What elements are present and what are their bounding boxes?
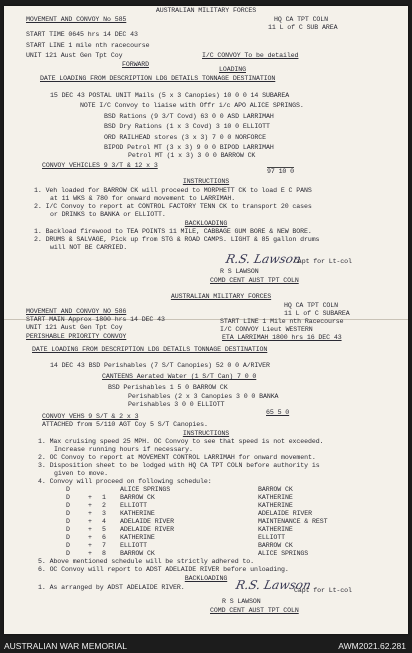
doc2-instruction-2: 2. OC Convoy to report at MOVEMENT CONTROL LARRIMAH for onward movement.	[38, 454, 316, 461]
doc2-instruction-1-cont: Increase running hours if necessary.	[54, 446, 193, 453]
schedule-day: D	[66, 494, 70, 501]
doc2-attached: ATTACHED from 5/110 AGT Coy 5 S/T Canopies.	[42, 421, 208, 428]
doc1-column-headers: DATE LOADING FROM DESCRIPTION LDG DETAILS TONNAGE DESTINATION	[40, 75, 276, 82]
doc2-start-line: START LINE 1 Mile nth Racecourse	[220, 318, 344, 325]
schedule-to: BARROW CK	[258, 486, 293, 493]
doc2-signature: R.S. Lawson	[234, 578, 313, 592]
schedule-sign: +	[88, 494, 92, 501]
doc1-signature-capt: Capt for Lt-col	[294, 258, 352, 265]
schedule-from: KATHERINE	[120, 510, 155, 517]
doc2-row-perishables: 14 DEC 43 BSD Perishables (7 S/T Canopies) 52 0 0 A/RIVER	[50, 362, 270, 369]
doc1-instructions-title: INSTRUCTIONS	[182, 178, 230, 185]
doc2-unit: UNIT 121 Aust Gen Tpt Coy	[26, 324, 123, 331]
schedule-from: KATHERINE	[120, 534, 155, 541]
doc1-start-time: START TIME 0645 hrs 14 DEC 43	[26, 31, 138, 38]
doc1-start-line: START LINE 1 mile nth racecourse	[26, 42, 150, 49]
schedule-day: D	[66, 550, 70, 557]
schedule-day: D	[66, 502, 70, 509]
schedule-sign: +	[88, 542, 92, 549]
doc1-movement-title: MOVEMENT AND CONVOY No 585	[26, 16, 127, 23]
schedule-day: D	[66, 518, 70, 525]
doc1-row-rations: BSD Rations (9 3/T Covd) 63 0 0 ASD LARRIMAH	[104, 113, 274, 120]
doc1-row-postal: 15 DEC 43 POSTAL UNIT Mails (5 x 3 Canopies) 10 0 0 14 SUBAREA	[50, 92, 290, 99]
doc2-header: AUSTRALIAN MILITARY FORCES	[170, 293, 272, 300]
schedule-day: D	[66, 534, 70, 541]
doc2-row-bsd: BSD Perishables 1 5 0 BARROW CK	[108, 384, 228, 391]
doc2-signature-title: COMD CENT AUST TPT COLN	[210, 607, 299, 614]
doc2-instruction-3-cont: given to move.	[54, 470, 108, 477]
schedule-num: 6	[102, 534, 106, 541]
schedule-sign: +	[88, 510, 92, 517]
doc1-ic-convoy: I/C CONVOY To be detailed	[202, 52, 299, 59]
schedule-to: BARROW CK	[258, 542, 293, 549]
doc2-start-main: START MAIN Approx 1800 hrs 14 DEC 43	[26, 316, 165, 323]
doc2-row-canteens: CANTEENS Aerated Water (1 S/T Can) 7 0 0	[102, 373, 257, 380]
schedule-day: D	[66, 526, 70, 533]
doc1-backloading-2-cont: will NOT BE CARRIED.	[50, 244, 128, 251]
doc1-hq-line2: 11 L of C SUB AREA	[268, 24, 338, 31]
doc2-ic-convoy: I/C CONVOY Lieut WESTERN	[220, 326, 313, 333]
schedule-to: ADELAIDE RIVER	[258, 510, 312, 517]
doc1-note: NOTE I/C Convoy to liaise with Offr i/c APO ALICE SPRINGS.	[80, 102, 304, 109]
schedule-from: ELLIOTT	[120, 542, 147, 549]
doc1-backloading-title: BACKLOADING	[184, 220, 228, 227]
doc1-signature: R.S. Lawson	[224, 252, 303, 266]
doc2-instruction-3: 3. Disposition sheet to be lodged with HQ CA TPT COLN before authority is	[38, 462, 320, 469]
doc2-instruction-1: 1. Max cruising speed 25 MPH. OC Convoy to see that speed is not exceeded.	[38, 438, 324, 445]
doc1-signature-title: COMD CENT AUST TPT COLN	[210, 277, 299, 284]
schedule-from: ADELAIDE RIVER	[120, 526, 174, 533]
doc2-instruction-5: 5. Above mentioned schedule will be strictly adhered to.	[38, 558, 254, 565]
doc1-header: AUSTRALIAN MILITARY FORCES	[155, 7, 257, 14]
schedule-to: ELLIOTT	[258, 534, 285, 541]
schedule-num: 7	[102, 542, 106, 549]
doc1-instruction-2: 2. I/C Convoy to report at CONTROL FACTORY TENN CK to transport 20 cases	[34, 203, 312, 210]
schedule-sign: +	[88, 518, 92, 525]
doc2-total-tonnage: 65 5 0	[266, 409, 290, 416]
schedule-sign: +	[88, 526, 92, 533]
doc1-instruction-1: 1. Veh loaded for BARROW CK will proceed to MORPHETT CK to load E C PANS	[34, 187, 312, 194]
doc1-instruction-1-cont: at 11 WKS & 780 for onward movement to LARRIMAH.	[50, 195, 236, 202]
schedule-from: BARROW CK	[120, 494, 155, 501]
document-sheet	[4, 6, 408, 634]
schedule-num: 1	[102, 494, 106, 501]
doc2-eta: ETA LARRIMAH 1800 hrs 16 DEC 43	[222, 334, 342, 341]
schedule-day: D	[66, 486, 70, 493]
schedule-num: 3	[102, 510, 106, 517]
schedule-from: ELLIOTT	[120, 502, 147, 509]
schedule-sign: +	[88, 534, 92, 541]
doc2-column-headers: DATE LOADING FROM DESCRIPTION LDG DETAILS TONNAGE DESTINATION	[32, 346, 268, 353]
schedule-num: 4	[102, 518, 106, 525]
doc2-hq-line2: 11 L of C SUBAREA	[284, 310, 350, 317]
doc1-unit: UNIT 121 Aust Gen Tpt Coy	[26, 52, 123, 59]
doc2-instruction-4: 4. Convoy will proceed on following schedule:	[38, 478, 212, 485]
schedule-from: BARROW CK	[120, 550, 155, 557]
doc2-signature-capt: Capt for Lt-col	[294, 587, 352, 594]
schedule-sign: +	[88, 502, 92, 509]
doc2-hq-line1: HQ CA TPT COLN	[284, 302, 338, 309]
doc1-convoy-vehicles: CONVOY VEHICLES 9 3/T & 12 x 3	[42, 162, 158, 169]
doc2-row-canopies: Perishables (2 x 3 Canopies 3 0 0 BANKA	[128, 393, 279, 400]
doc1-forward: FORWARD	[122, 61, 149, 68]
schedule-day: D	[66, 542, 70, 549]
doc2-instruction-6: 6. OC Convoy will report to ADST ADELAIDE RIVER before unloading.	[38, 566, 289, 573]
doc2-movement-title: MOVEMENT AND CONVOY NO 586	[26, 308, 127, 315]
doc1-hq-line1: HQ CA TPT COLN	[274, 16, 328, 23]
doc2-row-elliott: Perishables 3 0 0 ELLIOTT	[128, 401, 225, 408]
doc1-instruction-2-cont: or DRINKS to BANKA or ELLIOTT.	[50, 211, 166, 218]
doc1-loading: LOADING	[219, 66, 246, 73]
doc2-signature-name: R S LAWSON	[222, 598, 261, 605]
schedule-sign: +	[88, 550, 92, 557]
schedule-to: KATHERINE	[258, 502, 293, 509]
schedule-num: 5	[102, 526, 106, 533]
doc1-row-petrol: Petrol MT (1 x 3) 3 0 0 BARROW CK	[128, 152, 256, 159]
doc1-signature-name: R S LAWSON	[220, 268, 259, 275]
doc1-backloading-1: 1. Backload firewood to TEA POINTS 11 MILE, CABBAGE GUM BORE & NEW BORE.	[34, 228, 312, 235]
doc2-convoy-vehs: CONVOY VEHS 9 S/T & 2 x 3	[42, 413, 139, 420]
doc1-row-ord-railhead: ORD RAILHEAD stores (3 x 3) 7 0 0 NORFORCE	[104, 134, 266, 141]
doc1-total-tonnage: 97 10 0	[267, 168, 294, 175]
schedule-from: ALICE SPRINGS	[120, 486, 171, 493]
doc2-backloading-title: BACKLOADING	[184, 575, 228, 582]
schedule-to: ALICE SPRINGS	[258, 550, 309, 557]
schedule-num: 8	[102, 550, 106, 557]
schedule-to: MAINTENANCE & REST	[258, 518, 328, 525]
doc1-row-bipod-petrol: BIPOD Petrol MT (3 x 3) 9 0 0 BIPOD LARRIMAH	[104, 144, 274, 151]
doc1-row-dry-rations: BSD Dry Rations (1 x 3 Covd) 3 10 0 ELLIOTT	[104, 123, 270, 130]
doc2-backloading-1: 1. As arranged by ADST ADELAIDE RIVER.	[38, 584, 185, 591]
footer-institution: AUSTRALIAN WAR MEMORIAL	[4, 641, 127, 651]
doc2-perishable: PERISHABLE PRIORITY CONVOY	[26, 333, 127, 340]
doc1-backloading-2: 2. DRUMS & SALVAGE, Pick up from STG & ROAD CAMPS. LIGHT & 85 gallon drums	[34, 236, 320, 243]
schedule-to: KATHERINE	[258, 526, 293, 533]
footer-accession-number: AWM2021.62.281	[338, 641, 406, 651]
schedule-from: ADELAIDE RIVER	[120, 518, 174, 525]
doc2-instructions-title: INSTRUCTIONS	[182, 430, 230, 437]
schedule-num: 2	[102, 502, 106, 509]
footer-bar	[0, 638, 412, 653]
schedule-day: D	[66, 510, 70, 517]
schedule-to: KATHERINE	[258, 494, 293, 501]
